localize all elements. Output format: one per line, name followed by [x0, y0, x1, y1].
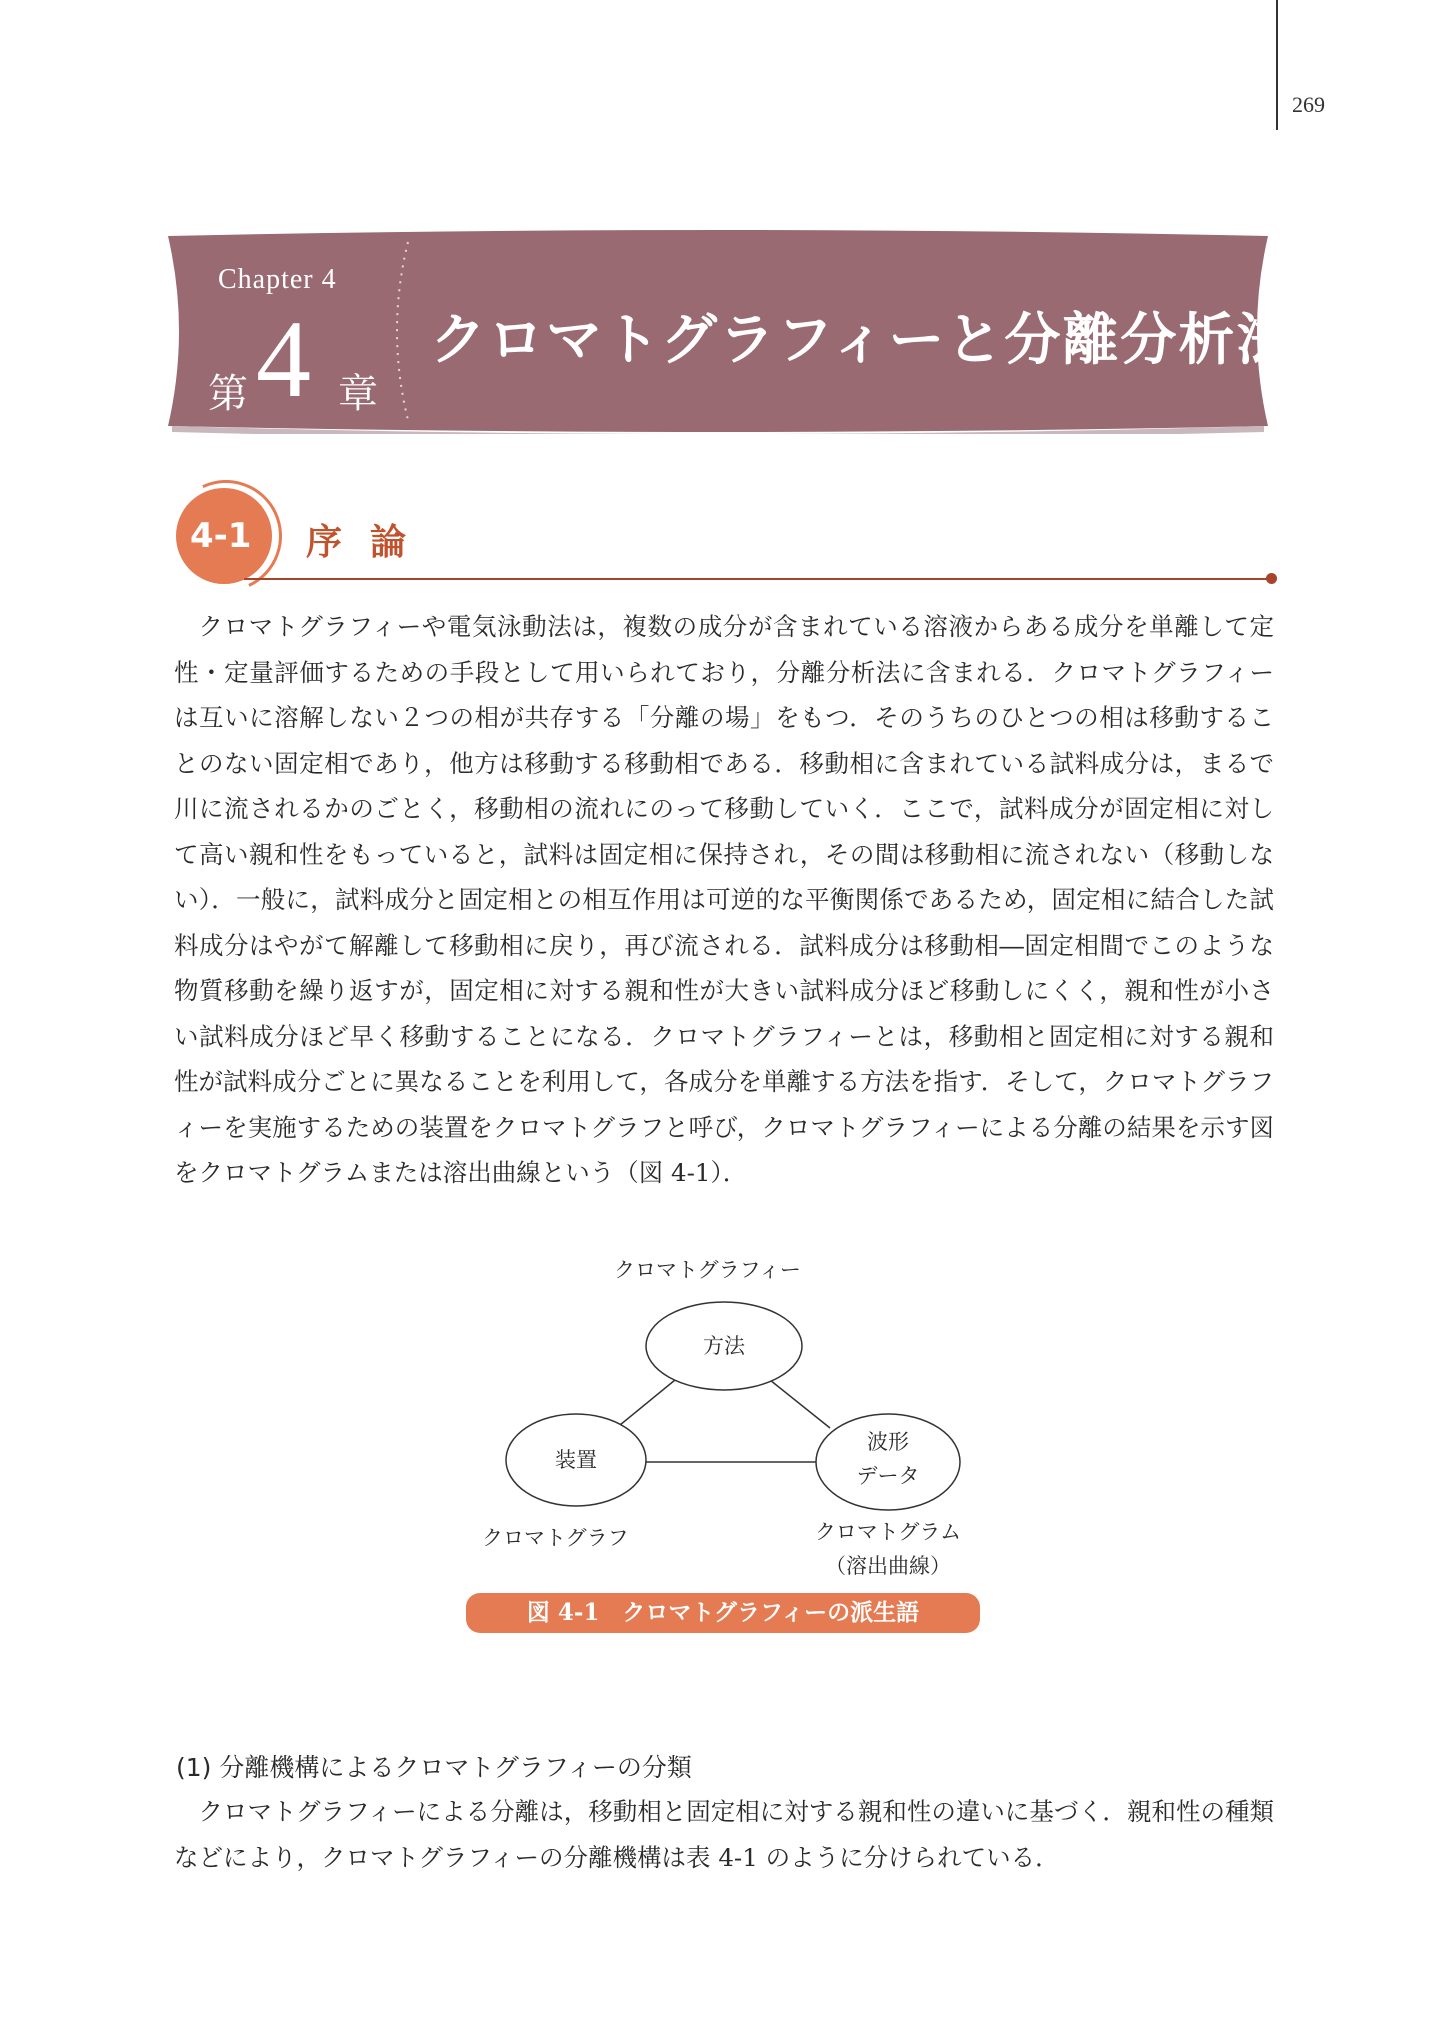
chapter-sho: 章: [338, 371, 378, 417]
page-number: 269: [1292, 92, 1325, 117]
subsection-paragraph: クロマトグラフィーによる分離は，移動相と固定相に対する親和性の違いに基づく．親和性の種類などにより，クロマトグラフィーの分離機構は表 4-1 のように分けられている．: [174, 1797, 1274, 1872]
edge-method-device: [620, 1380, 675, 1425]
figure-caption: 図 4-1 クロマトグラフィーの派生語: [466, 1593, 980, 1633]
chapter-title: クロマトグラフィーと分離分析法: [430, 307, 1295, 373]
label-chromatography: クロマトグラフィー: [614, 1258, 801, 1282]
label-chromatogram: クロマトグラム: [814, 1520, 962, 1544]
chapter-label-en: Chapter 4: [218, 264, 337, 295]
section-title: 序論: [306, 522, 435, 563]
chapter-dai: 第: [208, 371, 248, 417]
node-device-label: 装置: [555, 1448, 597, 1472]
chapter-number: 4: [256, 298, 311, 420]
subsection-heading: (1) 分離機構によるクロマトグラフィーの分類: [176, 1753, 692, 1782]
node-waveform-label-1: 波形: [867, 1430, 909, 1454]
figure-diagram: [470, 1250, 990, 1640]
page-edge-rule: [1276, 0, 1278, 130]
node-waveform-label-2: データ: [856, 1464, 920, 1488]
section-rule-dot: [1266, 573, 1277, 584]
edge-method-waveform: [770, 1380, 830, 1428]
label-elution-curve: （溶出曲線）: [825, 1554, 951, 1578]
label-chromatograph: クロマトグラフ: [482, 1526, 629, 1550]
section-number: 4-1: [190, 516, 252, 556]
chapter-banner: [168, 228, 1295, 434]
node-method-label: 方法: [703, 1334, 745, 1358]
body-paragraph: クロマトグラフィーや電気泳動法は，複数の成分が含まれている溶液からある成分を単離して定性・定量評価するための手段として用いられており，分離分析法に含まれる．クロマトグラフィーは互いに溶解しない２つの相が共存する「分離の場」をもつ．そのうちのひとつの相は移動することのない固定相であり，他方は移動する移動相である．移動相に含まれている試料成分は，まるで川に流されるかのごとく，移動相の流れにのって移動していく．ここで，試料成分が固定相に対して高い親和性をもっていると，試料は固定相に保持され，その間は移動相に流されない（移動しない）．一般に，試料成分と固定相との相互作用は可逆的な平衡関係であるため，固定相に結合した試料成分はやがて解離して移動相に戻り，再び流される．試料成分は移動相―固定相間でこのような物質移動を繰り返すが，固定相に対する親和性が大きい試料成分ほど移動しにくく，親和性が小さい試料成分ほど早く移動することになる．クロマトグラフィーとは，移動相と固定相に対する親和性が試料成分ごとに異なることを利用して，各成分を単離する方法を指す．そして，クロマトグラフィーを実施するための装置をクロマトグラフと呼び，クロマトグラフィーによる分離の結果を示す図をクロマトグラムまたは溶出曲線という（図 4-1）．: [174, 612, 1274, 1187]
section-rule: [244, 578, 1270, 580]
